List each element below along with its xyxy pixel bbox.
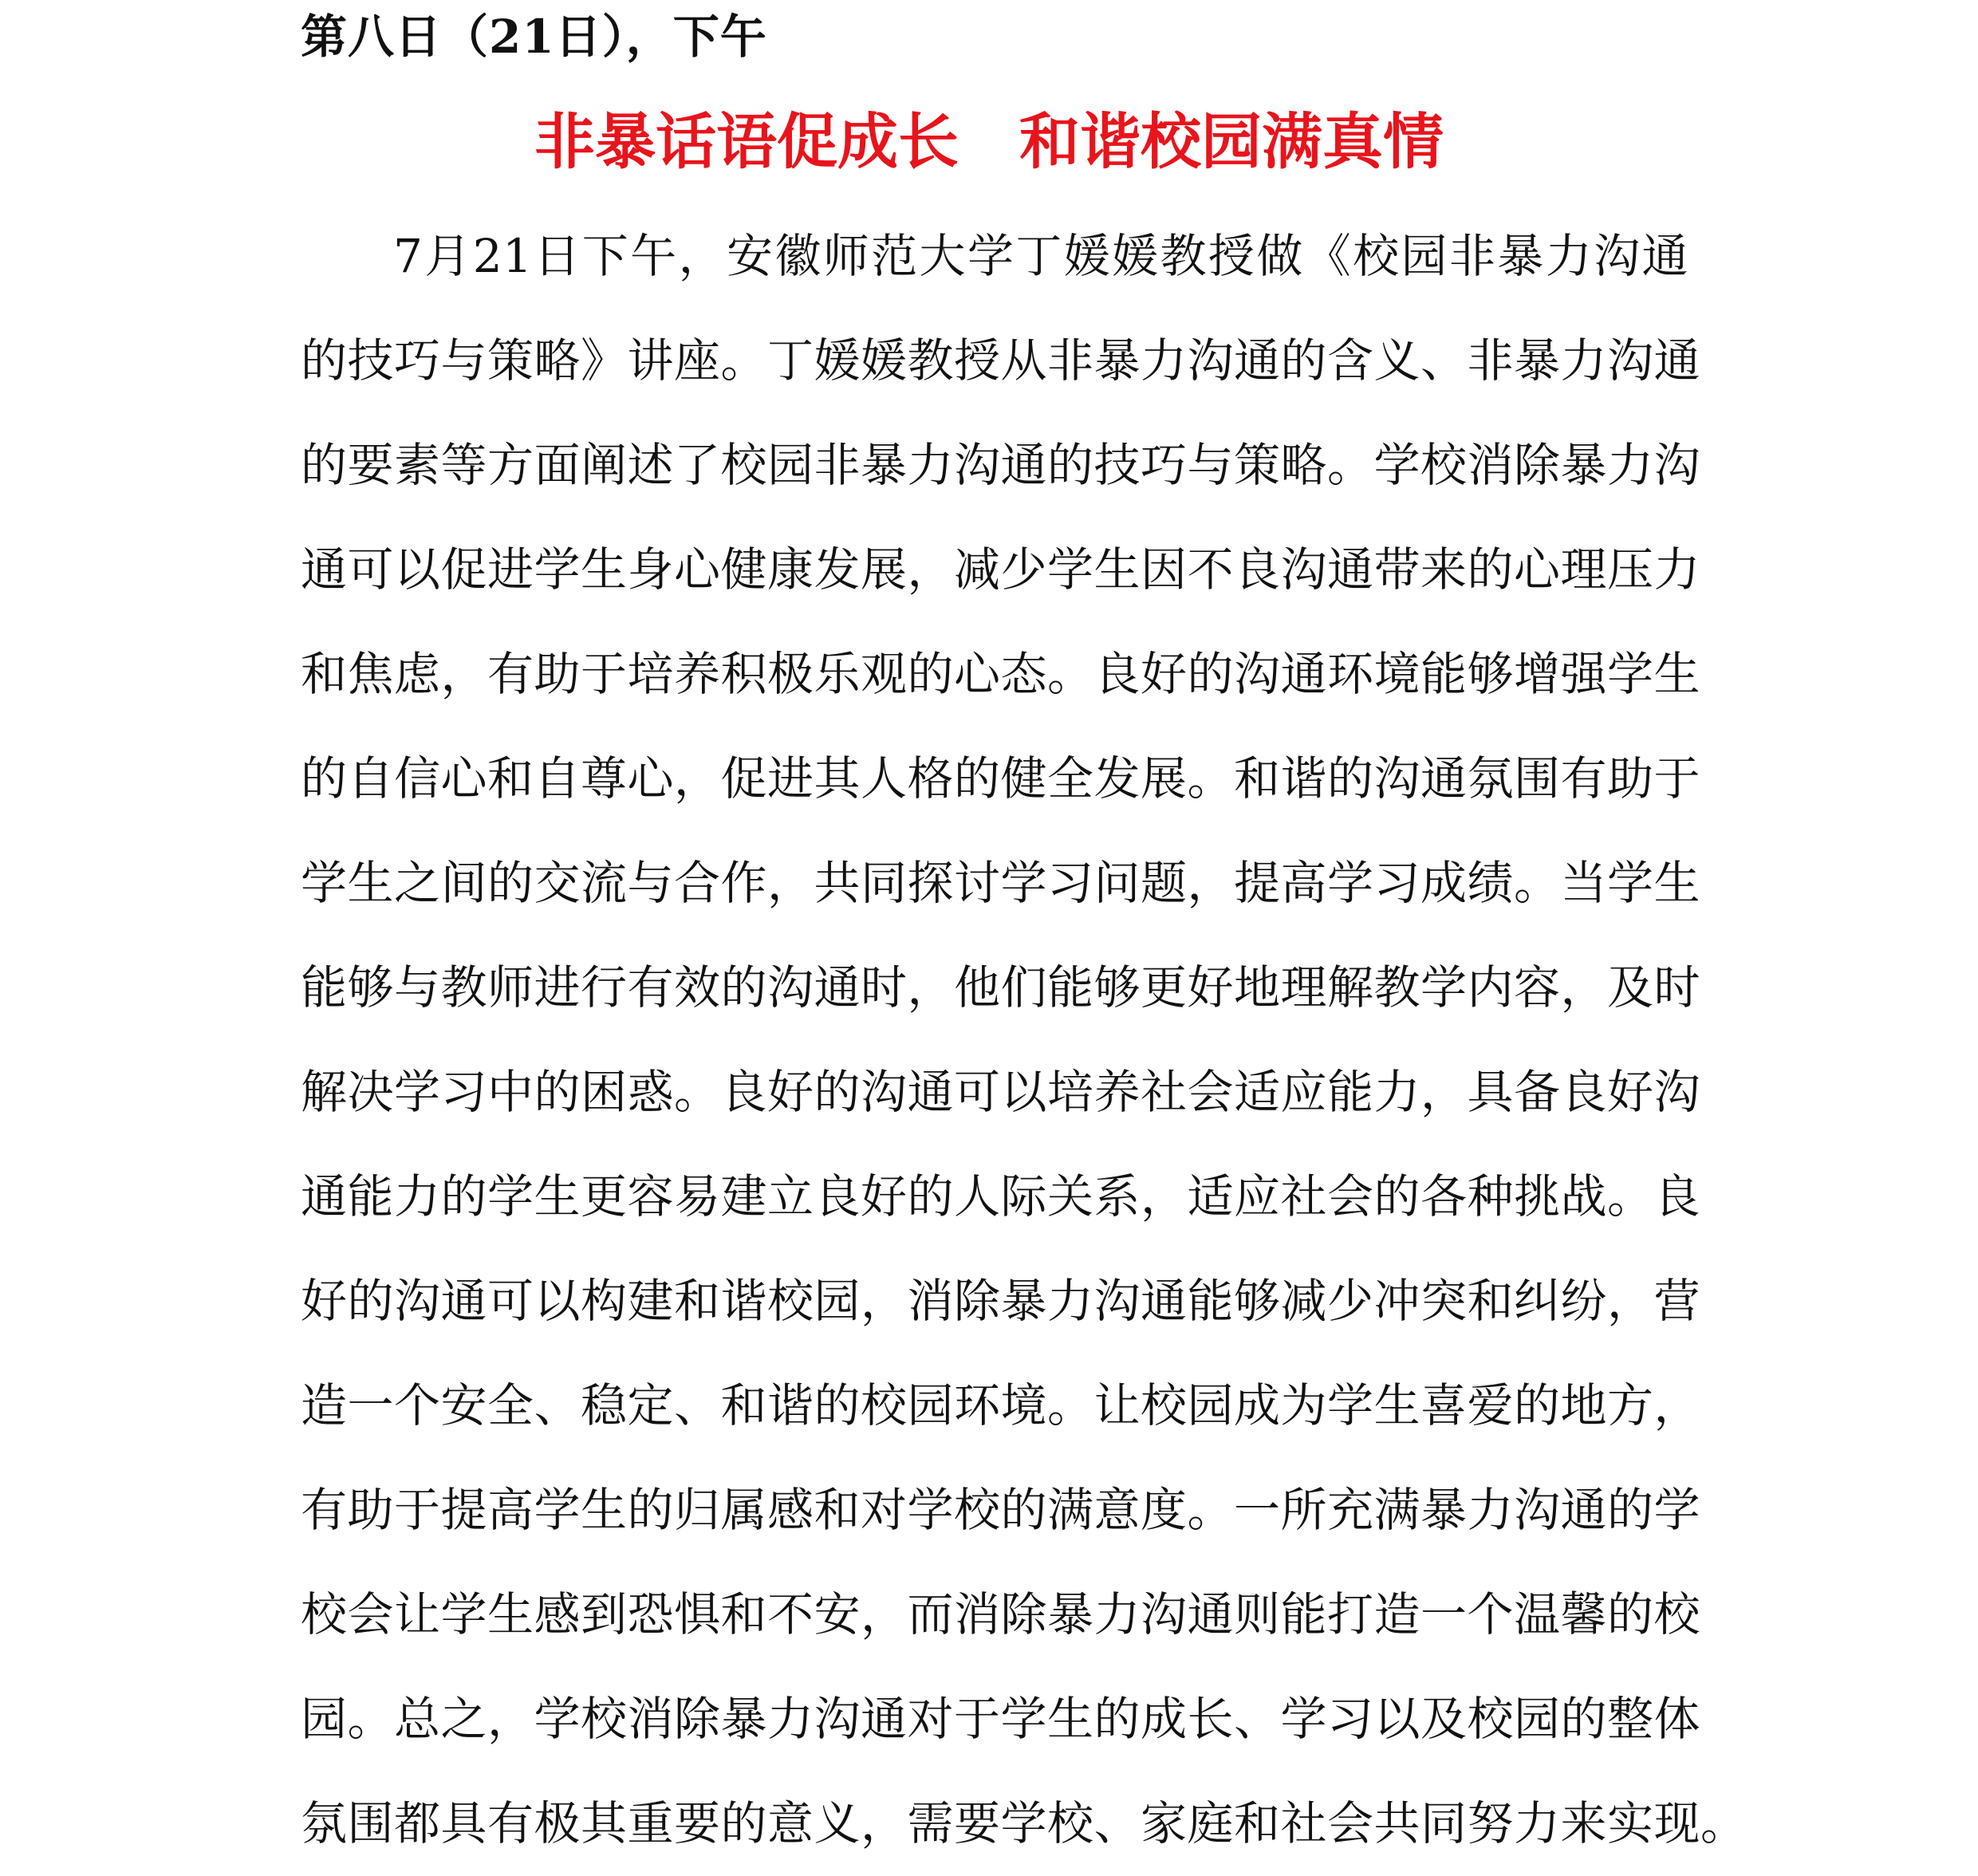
- body-line: 通能力的学生更容易建立良好的人际关系，适应社会的各种挑战。良: [301, 1169, 1701, 1224]
- body-line: 能够与教师进行有效的沟通时，他们能够更好地理解教学内容，及时: [301, 960, 1701, 1015]
- body-line: 解决学习中的困惑。良好的沟通可以培养社会适应能力，具备良好沟: [301, 1065, 1701, 1119]
- body-line: 园。总之，学校消除暴力沟通对于学生的成长、学习以及校园的整体: [301, 1692, 1701, 1746]
- body-line: 的要素等方面阐述了校园非暴力沟通的技巧与策略。学校消除暴力沟: [301, 438, 1701, 492]
- body-line: 的自信心和自尊心，促进其人格的健全发展。和谐的沟通氛围有助于: [301, 751, 1701, 806]
- body-line: 和焦虑，有助于培养积极乐观的心态。良好的沟通环境能够增强学生: [301, 647, 1701, 701]
- body-line: 氛围都具有极其重要的意义，需要学校、家庭和社会共同努力来实现。: [301, 1796, 1747, 1850]
- article-body: [301, 204, 1747, 1876]
- body-line: 学生之间的交流与合作，共同探讨学习问题，提高学习成绩。当学生: [301, 856, 1701, 910]
- body-line: 造一个安全、稳定、和谐的校园环境。让校园成为学生喜爱的地方，: [301, 1378, 1701, 1433]
- body-line: 有助于提高学生的归属感和对学校的满意度。一所充满暴力沟通的学: [301, 1483, 1701, 1537]
- body-line: 校会让学生感到恐惧和不安，而消除暴力沟通则能打造一个温馨的校: [301, 1587, 1701, 1642]
- body-line: 的技巧与策略》讲座。丁媛媛教授从非暴力沟通的含义、非暴力沟通: [301, 333, 1701, 388]
- article-title: 非暴话语促成长 和谐校园满真情: [534, 106, 1444, 177]
- body-line: 7月21日下午，安徽师范大学丁媛媛教授做《校园非暴力沟通: [393, 229, 1688, 283]
- body-line: 通可以促进学生身心健康发展，减少学生因不良沟通带来的心理压力: [301, 542, 1701, 597]
- body-line: 好的沟通可以构建和谐校园，消除暴力沟通能够减少冲突和纠纷，营: [301, 1274, 1701, 1328]
- date-heading: 第八日（21日），下午: [301, 10, 767, 64]
